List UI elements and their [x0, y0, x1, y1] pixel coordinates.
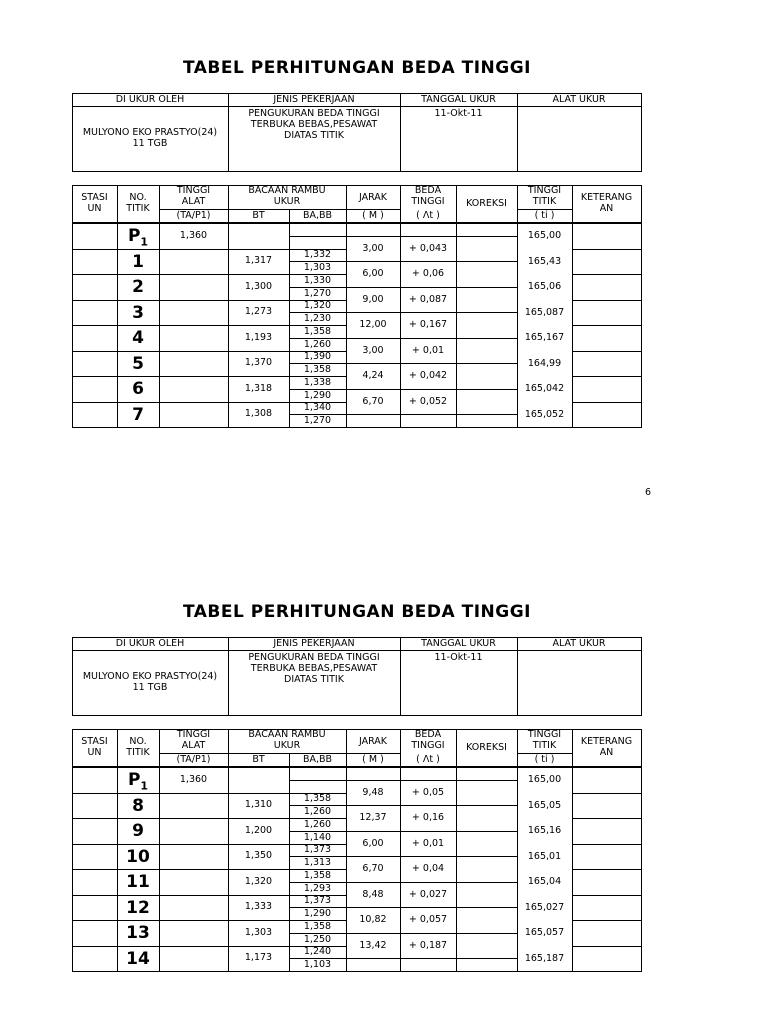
bb-value: 1,140	[303, 832, 332, 843]
table-rule	[72, 106, 642, 107]
surveyor-value: MULYONO EKO PRASTYO(24) 11 TGB	[82, 127, 218, 149]
info-header: ALAT UKUR	[552, 94, 606, 105]
table-rule	[572, 729, 573, 972]
point-label-main: P	[127, 770, 141, 790]
beda-tinggi-value: + 0,01	[411, 838, 445, 849]
date-value: 11-Okt-11	[434, 652, 483, 663]
col-header-beda-sub: ( Λt )	[416, 210, 440, 221]
table-rule	[572, 946, 642, 947]
ba-value: 1,390	[303, 351, 332, 362]
bb-value: 1,293	[303, 883, 332, 894]
beda-tinggi-value: + 0,167	[408, 319, 448, 330]
jarak-value: 10,82	[359, 914, 387, 925]
bt-value: 1,308	[244, 408, 273, 419]
col-header-tinggi-alat-sub: (TA/P1)	[176, 754, 211, 765]
table-rule	[346, 831, 518, 832]
point-label	[117, 379, 159, 405]
table-rule	[572, 185, 573, 428]
tinggi-titik-value: 164,99	[527, 358, 562, 369]
col-header-bacaan: BACAAN RAMBU UKUR	[248, 729, 326, 751]
table-rule	[72, 729, 73, 972]
jarak-value: 13,42	[359, 940, 387, 951]
tinggi-titik-value: 165,057	[524, 927, 565, 938]
point-label	[117, 923, 159, 949]
ba-value: 1,260	[303, 819, 332, 830]
tinggi-titik-value: 165,087	[524, 307, 565, 318]
col-header-jarak: JARAK	[358, 736, 388, 747]
col-header-bt: BT	[252, 210, 265, 221]
table-rule	[641, 93, 642, 172]
table-rule	[456, 729, 457, 972]
point-label	[117, 898, 159, 924]
col-header-tinggi-alat: TINGGI ALAT	[176, 185, 211, 207]
jarak-value: 4,24	[362, 370, 384, 381]
point-label-main: 8	[132, 796, 144, 816]
bb-value: 1,290	[303, 908, 332, 919]
bb-value: 1,230	[303, 313, 332, 324]
point-label	[117, 770, 159, 796]
table-rule	[572, 249, 642, 250]
col-header-bt: BT	[252, 754, 265, 765]
point-label-main: 11	[126, 872, 150, 892]
beda-tinggi-value: + 0,16	[411, 812, 445, 823]
ba-value: 1,340	[303, 402, 332, 413]
point-label-sub: 1	[140, 235, 149, 249]
table-rule	[346, 185, 347, 428]
table-rule	[159, 185, 160, 428]
table-rule	[400, 185, 401, 428]
beda-tinggi-value: + 0,027	[408, 889, 448, 900]
table-rule	[572, 869, 642, 870]
point-label-main: 3	[132, 303, 144, 323]
jarak-value: 6,70	[362, 396, 384, 407]
info-header: TANGGAL UKUR	[421, 638, 496, 649]
point-label	[117, 354, 159, 380]
table-block	[0, 544, 768, 970]
bb-value: 1,313	[303, 857, 332, 868]
col-header-beda: BEDA TINGGI	[411, 729, 445, 751]
table-rule	[346, 805, 518, 806]
bt-value: 1,318	[244, 383, 273, 394]
beda-tinggi-value: + 0,04	[411, 863, 445, 874]
table-rule	[289, 236, 347, 237]
point-label-main: 14	[126, 949, 150, 969]
col-header-stasiun: STASI UN	[81, 192, 108, 214]
table-rule	[572, 920, 642, 921]
info-header: JENIS PEKERJAAN	[273, 94, 355, 105]
col-header-koreksi: KOREKSI	[466, 198, 507, 209]
table-rule	[346, 958, 518, 959]
ba-value: 1,358	[303, 921, 332, 932]
col-header-stasiun: STASI UN	[81, 736, 108, 758]
info-header: ALAT UKUR	[552, 638, 606, 649]
table-rule	[346, 933, 518, 934]
table-rule	[572, 351, 642, 352]
jarak-value: 9,48	[362, 787, 384, 798]
beda-tinggi-value: + 0,052	[408, 396, 448, 407]
point-label	[117, 303, 159, 329]
ba-value: 1,330	[303, 275, 332, 286]
bt-value: 1,320	[244, 876, 273, 887]
bb-value: 1,303	[303, 262, 332, 273]
table-rule	[641, 637, 642, 716]
table-rule	[346, 414, 518, 415]
col-header-jarak-sub: ( M )	[362, 210, 384, 221]
tinggi-titik-value: 165,027	[524, 902, 565, 913]
beda-tinggi-value: + 0,06	[411, 268, 445, 279]
point-label	[117, 821, 159, 847]
point-label-main: 13	[126, 923, 150, 943]
point-label	[117, 328, 159, 354]
table-rule	[346, 363, 518, 364]
col-header-babb: BA,BB	[302, 754, 333, 765]
bt-value: 1,273	[244, 306, 273, 317]
jarak-value: 12,00	[359, 319, 387, 330]
beda-tinggi-value: + 0,01	[411, 345, 445, 356]
tinggi-titik-value: 165,01	[527, 851, 562, 862]
ba-value: 1,358	[303, 326, 332, 337]
bt-value: 1,317	[244, 255, 273, 266]
point-label-sub: 1	[140, 779, 149, 793]
table-rule	[572, 844, 642, 845]
point-label-main: 2	[132, 277, 144, 297]
jarak-value: 6,70	[362, 863, 384, 874]
col-header-beda-sub: ( Λt )	[416, 754, 440, 765]
tinggi-titik-value: 165,00	[527, 230, 562, 241]
tinggi-titik-value: 165,167	[524, 332, 565, 343]
point-label	[117, 872, 159, 898]
col-header-beda: BEDA TINGGI	[411, 185, 445, 207]
point-label	[117, 796, 159, 822]
info-header: DI UKUR OLEH	[115, 94, 185, 105]
table-rule	[572, 818, 642, 819]
table-rule	[346, 236, 518, 237]
tinggi-titik-value: 165,187	[524, 953, 565, 964]
col-header-babb: BA,BB	[302, 210, 333, 221]
col-header-tinggi-alat: TINGGI ALAT	[176, 729, 211, 751]
tinggi-titik-value: 165,06	[527, 281, 562, 292]
table-rule	[572, 376, 642, 377]
table-rule	[346, 907, 518, 908]
table-rule	[346, 338, 518, 339]
table-rule	[289, 209, 290, 223]
point-label	[117, 277, 159, 303]
table-rule	[400, 729, 401, 972]
ba-value: 1,240	[303, 946, 332, 957]
table-rule	[159, 729, 160, 972]
col-header-keterangan: KETERANG AN	[580, 192, 633, 214]
table-rule	[289, 753, 290, 767]
col-header-tinggi-alat-sub: (TA/P1)	[176, 210, 211, 221]
col-header-jarak: JARAK	[358, 192, 388, 203]
bt-value: 1,173	[244, 952, 273, 963]
bt-value: 1,200	[244, 825, 273, 836]
table-rule	[641, 185, 642, 428]
point-label-main: 12	[126, 898, 150, 918]
ba-value: 1,358	[303, 793, 332, 804]
ta-value: 1,360	[179, 774, 208, 785]
bt-value: 1,300	[244, 281, 273, 292]
table-rule	[572, 895, 642, 896]
point-label-main: 1	[132, 252, 144, 272]
jarak-value: 3,00	[362, 243, 384, 254]
col-header-tinggi-titik: TINGGI TITIK	[527, 185, 562, 207]
col-header-titik: NO. TITIK	[126, 736, 150, 758]
col-header-jarak-sub: ( M )	[362, 754, 384, 765]
table-rule	[641, 729, 642, 972]
bt-value: 1,303	[244, 927, 273, 938]
table-rule	[72, 650, 642, 651]
table-rule	[572, 300, 642, 301]
bt-value: 1,333	[244, 901, 273, 912]
jarak-value: 9,00	[362, 294, 384, 305]
ba-value: 1,373	[303, 844, 332, 855]
tinggi-titik-value: 165,04	[527, 876, 562, 887]
job-value: PENGUKURAN BEDA TINGGI TERBUKA BEBAS,PESAWAT DIATAS TITIK	[248, 652, 380, 685]
point-label	[117, 226, 159, 252]
tinggi-titik-value: 165,00	[527, 774, 562, 785]
bb-value: 1,260	[303, 806, 332, 817]
col-header-koreksi: KOREKSI	[466, 742, 507, 753]
bt-value: 1,193	[244, 332, 273, 343]
point-label-main: 7	[132, 405, 144, 425]
ba-value: 1,332	[303, 249, 332, 260]
info-header: TANGGAL UKUR	[421, 94, 496, 105]
point-label-main: 6	[132, 379, 144, 399]
table-rule	[346, 729, 347, 972]
bb-value: 1,270	[303, 288, 332, 299]
point-label	[117, 252, 159, 278]
table-rule	[72, 971, 642, 972]
jarak-value: 3,00	[362, 345, 384, 356]
tinggi-titik-value: 165,05	[527, 800, 562, 811]
table-rule	[72, 427, 642, 428]
table-rule	[72, 767, 642, 768]
table-rule	[346, 882, 518, 883]
bb-value: 1,103	[303, 959, 332, 970]
ba-value: 1,320	[303, 300, 332, 311]
table-rule	[72, 171, 642, 172]
info-header: JENIS PEKERJAAN	[273, 638, 355, 649]
jarak-value: 12,37	[359, 812, 387, 823]
point-label-main: 9	[132, 821, 144, 841]
table-rule	[289, 780, 347, 781]
table-rule	[72, 185, 73, 428]
col-header-tinggi-titik-sub: ( ti )	[534, 754, 555, 765]
jarak-value: 6,00	[362, 268, 384, 279]
ba-value: 1,358	[303, 870, 332, 881]
page-number: 6	[645, 487, 652, 498]
beda-tinggi-value: + 0,087	[408, 294, 448, 305]
ba-value: 1,373	[303, 895, 332, 906]
bb-value: 1,270	[303, 415, 332, 426]
tinggi-titik-value: 165,052	[524, 409, 565, 420]
table-rule	[456, 185, 457, 428]
table-rule	[346, 287, 518, 288]
col-header-tinggi-titik-sub: ( ti )	[534, 210, 555, 221]
bt-value: 1,310	[244, 799, 273, 810]
beda-tinggi-value: + 0,05	[411, 787, 445, 798]
ta-value: 1,360	[179, 230, 208, 241]
surveyor-value: MULYONO EKO PRASTYO(24) 11 TGB	[82, 671, 218, 693]
table-rule	[72, 715, 642, 716]
table-rule	[572, 325, 642, 326]
bb-value: 1,290	[303, 390, 332, 401]
col-header-tinggi-titik: TINGGI TITIK	[527, 729, 562, 751]
bb-value: 1,260	[303, 339, 332, 350]
jarak-value: 8,48	[362, 889, 384, 900]
job-value: PENGUKURAN BEDA TINGGI TERBUKA BEBAS,PESAWAT DIATAS TITIK	[248, 108, 380, 141]
info-header: DI UKUR OLEH	[115, 638, 185, 649]
table-rule	[346, 312, 518, 313]
col-header-titik: NO. TITIK	[126, 192, 150, 214]
bt-value: 1,350	[244, 850, 273, 861]
point-label-main: 10	[126, 847, 150, 867]
table-title: TABEL PERHITUNGAN BEDA TINGGI	[183, 602, 531, 622]
table-rule	[72, 223, 642, 224]
beda-tinggi-value: + 0,043	[408, 243, 448, 254]
table-rule	[346, 389, 518, 390]
tinggi-titik-value: 165,43	[527, 256, 562, 267]
point-label-main: 5	[132, 354, 144, 374]
table-block	[0, 0, 768, 426]
beda-tinggi-value: + 0,057	[408, 914, 448, 925]
bb-value: 1,358	[303, 364, 332, 375]
bb-value: 1,250	[303, 934, 332, 945]
point-label-main: P	[127, 226, 141, 246]
beda-tinggi-value: + 0,042	[408, 370, 448, 381]
beda-tinggi-value: + 0,187	[408, 940, 448, 951]
table-rule	[572, 793, 642, 794]
table-rule	[572, 402, 642, 403]
jarak-value: 6,00	[362, 838, 384, 849]
col-header-keterangan: KETERANG AN	[580, 736, 633, 758]
table-rule	[572, 274, 642, 275]
point-label	[117, 847, 159, 873]
table-title: TABEL PERHITUNGAN BEDA TINGGI	[183, 58, 531, 78]
col-header-bacaan: BACAAN RAMBU UKUR	[248, 185, 326, 207]
ba-value: 1,338	[303, 377, 332, 388]
table-rule	[346, 856, 518, 857]
tinggi-titik-value: 165,16	[527, 825, 562, 836]
tinggi-titik-value: 165,042	[524, 383, 565, 394]
table-rule	[346, 261, 518, 262]
table-rule	[346, 780, 518, 781]
bt-value: 1,370	[244, 357, 273, 368]
date-value: 11-Okt-11	[434, 108, 483, 119]
point-label-main: 4	[132, 328, 144, 348]
